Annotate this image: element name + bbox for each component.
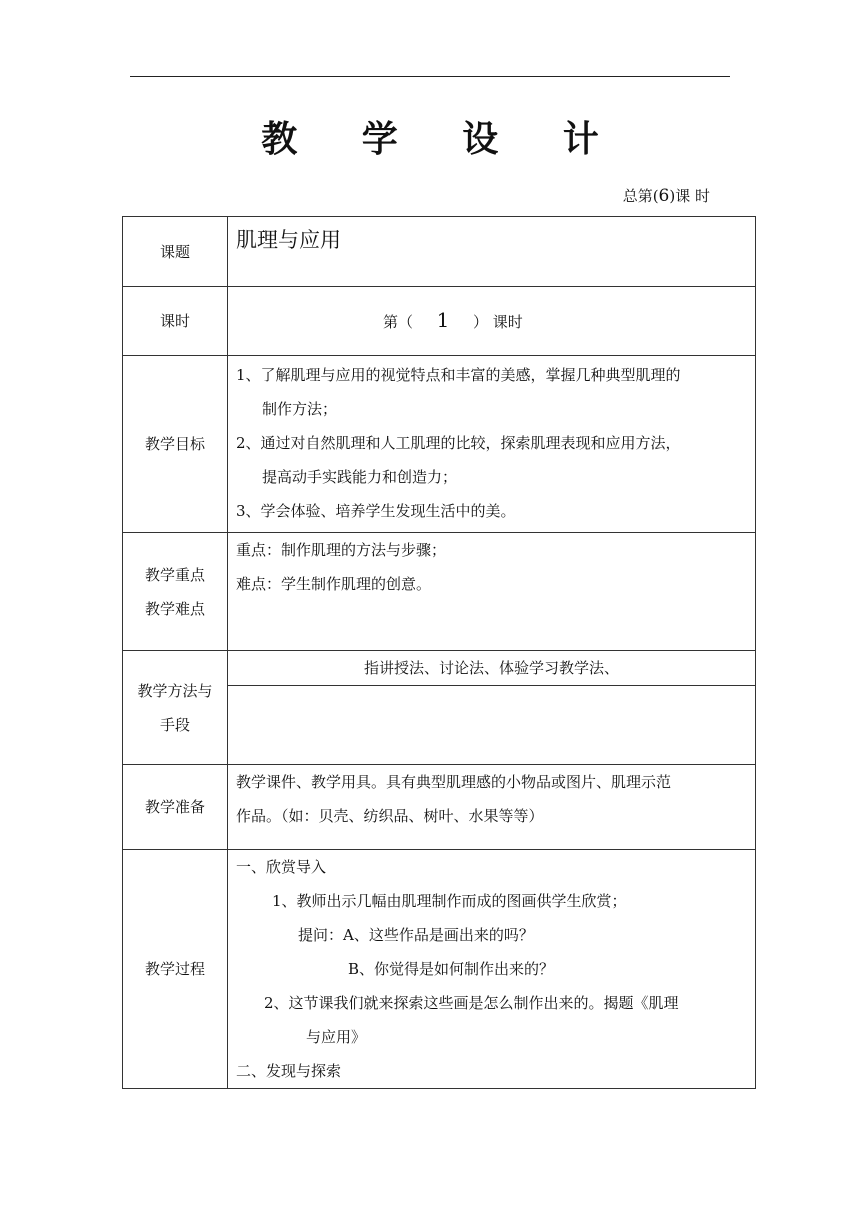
preparation-content (228, 765, 755, 837)
lesson-total-suffix: )课 时 (669, 187, 710, 205)
goal-line: 提高动手实践能力和创造力； (262, 468, 458, 486)
topic-label (123, 217, 228, 287)
goal-line: 1、了解肌理与应用的视觉特点和丰富的美感，掌握几种典型肌理的 (236, 366, 681, 384)
process-line: 提问：A、这些作品是画出来的吗？ (298, 926, 534, 944)
period-cell (228, 287, 756, 356)
preparation-cell (228, 765, 756, 850)
keypoints-label-2: 教学难点 (144, 599, 205, 618)
topic-row (123, 217, 756, 287)
process-content (228, 850, 755, 1088)
process-line: 2、这节课我们就来探索这些画是怎么制作出来的。揭题《肌理 (264, 994, 679, 1012)
difficulty-text: 难点：学生制作肌理的创意。 (236, 575, 432, 593)
keypoints-label (123, 533, 228, 651)
period-row (123, 287, 756, 356)
process-line: 一、欣赏导入 (236, 858, 327, 876)
period-label (123, 287, 228, 356)
methods-label (123, 651, 228, 765)
methods-row (123, 651, 756, 686)
keypoints-content (228, 533, 755, 605)
methods-value: 指讲授法、讨论法、体验学习教学法、 (228, 651, 756, 686)
preparation-label-text: 教学准备 (144, 798, 205, 816)
preparation-row (123, 765, 756, 850)
preparation-line: 教学课件、教学用具。具有典型肌理感的小物品或图片、肌理示范 (236, 773, 672, 791)
process-line: 1、教师出示几幅由肌理制作而成的图画供学生欣赏； (272, 892, 627, 910)
process-row (123, 850, 756, 1089)
preparation-line: 作品。（如：贝壳、纺织品、树叶、水果等等） (236, 807, 544, 825)
topic-cell (228, 217, 756, 287)
key-point-text: 重点：制作肌理的方法与步骤； (236, 541, 447, 559)
methods-label-1: 教学方法与 (137, 681, 213, 700)
lesson-total-count (560, 184, 710, 208)
period-suffix: ） 课时 (473, 313, 523, 331)
goals-cell (228, 356, 756, 533)
keypoints-row (123, 533, 756, 651)
topic-value: 肌理与应用 (236, 228, 341, 252)
process-line: 二、发现与探索 (236, 1062, 342, 1080)
goals-row (123, 356, 756, 533)
document-title: 教 学 设 计 (261, 118, 625, 160)
lesson-total-number: 6 (658, 186, 670, 206)
period-prefix: 第（ (383, 313, 414, 331)
header-rule (130, 76, 730, 77)
goals-list (228, 356, 755, 532)
process-label-text: 教学过程 (144, 960, 205, 978)
process-line: B、你觉得是如何制作出来的？ (348, 960, 555, 978)
process-cell (228, 850, 756, 1089)
process-line: 与应用》 (306, 1028, 367, 1046)
process-label (123, 850, 228, 1089)
lesson-total-prefix: 总第( (622, 187, 659, 205)
goal-line: 3、学会体验、培养学生发现生活中的美。 (236, 502, 516, 520)
methods-extra-cell (228, 686, 756, 765)
keypoints-cell (228, 533, 756, 651)
period-number: 1 (436, 308, 450, 332)
keypoints-label-1: 教学重点 (144, 565, 205, 584)
goal-line: 2、通过对自然肌理和人工肌理的比较，探索肌理表现和应用方法， (236, 434, 681, 452)
period-label-text: 课时 (159, 312, 190, 330)
preparation-label (123, 765, 228, 850)
period-value (228, 305, 755, 337)
lesson-plan-table (122, 216, 756, 1089)
topic-label-text: 课题 (159, 242, 190, 261)
goals-label (123, 356, 228, 533)
methods-label-2: 手段 (159, 715, 190, 734)
goals-label-text: 教学目标 (144, 435, 205, 453)
goal-line: 制作方法； (262, 400, 338, 418)
